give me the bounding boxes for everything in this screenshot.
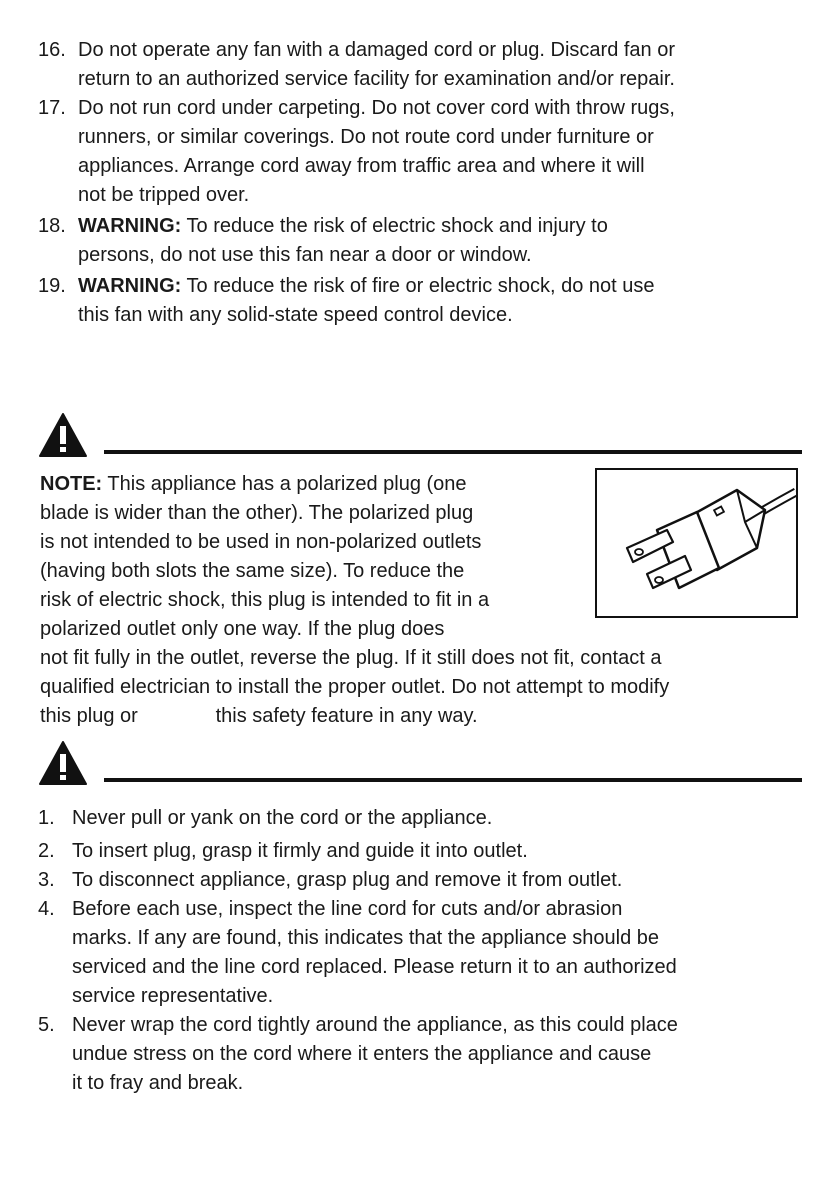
note-line: qualified electrician to install the proper outlet. Do not attempt to modify xyxy=(40,676,670,698)
plug-figure-frame xyxy=(595,468,798,618)
cord-item-2 xyxy=(38,837,808,866)
item-line: Never wrap the cord tightly around the appliance, as this could place xyxy=(72,1014,678,1036)
note-line: blade is wider than the other). The polarized plug xyxy=(40,502,474,524)
safety-item-18 xyxy=(38,212,808,270)
item-line: this fan with any solid-state speed control device. xyxy=(78,304,513,326)
item-line: serviced and the line cord replaced. Please return it to an authorized xyxy=(72,956,677,978)
item-number: 1. xyxy=(38,807,55,829)
safety-item-16 xyxy=(38,36,808,94)
warning-label: WARNING: xyxy=(78,215,182,237)
item-line xyxy=(78,212,808,241)
warning-triangle-icon xyxy=(38,740,88,786)
note-line: not fit fully in the outlet, reverse the plug. If it still does not fit, contact a xyxy=(40,647,662,669)
note-line: risk of electric shock, this plug is intended to fit in a xyxy=(40,589,490,611)
note-line: (having both slots the same size). To reduce the xyxy=(40,560,465,582)
note-label: NOTE: xyxy=(40,473,103,495)
item-number: 18. xyxy=(38,215,66,237)
item-line: runners, or similar coverings. Do not route cord under furniture or xyxy=(78,126,654,148)
item-line: To disconnect appliance, grasp plug and remove it from outlet. xyxy=(72,869,623,891)
cord-item-5 xyxy=(38,1011,808,1098)
polarized-plug-note xyxy=(40,470,802,731)
item-number: 17. xyxy=(38,97,66,119)
item-number: 19. xyxy=(38,275,66,297)
note-line: polarized outlet only one way. If the plug does xyxy=(40,618,445,640)
warning-header-polarized-plug xyxy=(38,412,802,460)
cord-item-1 xyxy=(38,804,808,833)
item-line: undue stress on the cord where it enters the appliance and cause xyxy=(72,1043,652,1065)
item-line: appliances. Arrange cord away from traffic area and where it will xyxy=(78,155,645,177)
item-line: persons, do not use this fan near a door or window. xyxy=(78,244,532,266)
item-line: Never pull or yank on the cord or the appliance. xyxy=(72,807,493,829)
item-line: To insert plug, grasp it firmly and guide it into outlet. xyxy=(72,840,528,862)
item-line: Before each use, inspect the line cord for cuts and/or abrasion xyxy=(72,898,623,920)
note-line: is not intended to be used in non-polarized outlets xyxy=(40,531,482,553)
warning-header-cord-handling xyxy=(38,740,802,788)
item-line: it to fray and break. xyxy=(72,1072,244,1094)
item-line: Do not operate any fan with a damaged cord or plug. Discard fan or xyxy=(78,39,676,61)
safety-item-19 xyxy=(38,272,808,330)
item-number: 2. xyxy=(38,840,55,862)
safety-item-17 xyxy=(38,94,808,210)
item-number: 4. xyxy=(38,898,55,920)
warning-label: WARNING: xyxy=(78,275,182,297)
header-rule xyxy=(104,778,802,782)
item-line: not be tripped over. xyxy=(78,184,250,206)
warning-text: To reduce the risk of fire or electric shock, do not use xyxy=(181,275,655,297)
note-text: This appliance has a polarized plug (one xyxy=(102,473,467,495)
cord-item-4 xyxy=(38,895,808,1011)
item-line: return to an authorized service facility for examination and/or repair. xyxy=(78,68,675,90)
warning-text: To reduce the risk of electric shock and injury to xyxy=(181,215,608,237)
polarized-plug-illustration xyxy=(597,470,796,616)
item-number: 16. xyxy=(38,39,66,61)
item-line: service representative. xyxy=(72,985,274,1007)
item-number: 5. xyxy=(38,1014,55,1036)
safety-instructions-list xyxy=(38,36,808,330)
item-line: marks. If any are found, this indicates that the appliance should be xyxy=(72,927,660,949)
item-line: Do not run cord under carpeting. Do not cover cord with throw rugs, xyxy=(78,97,675,119)
header-rule xyxy=(104,450,802,454)
note-line: this plug or this safety feature in any way. xyxy=(40,705,478,727)
item-line xyxy=(78,272,808,301)
warning-triangle-icon xyxy=(38,412,88,458)
cord-handling-list xyxy=(38,804,808,1098)
cord-item-3 xyxy=(38,866,808,895)
item-number: 3. xyxy=(38,869,55,891)
